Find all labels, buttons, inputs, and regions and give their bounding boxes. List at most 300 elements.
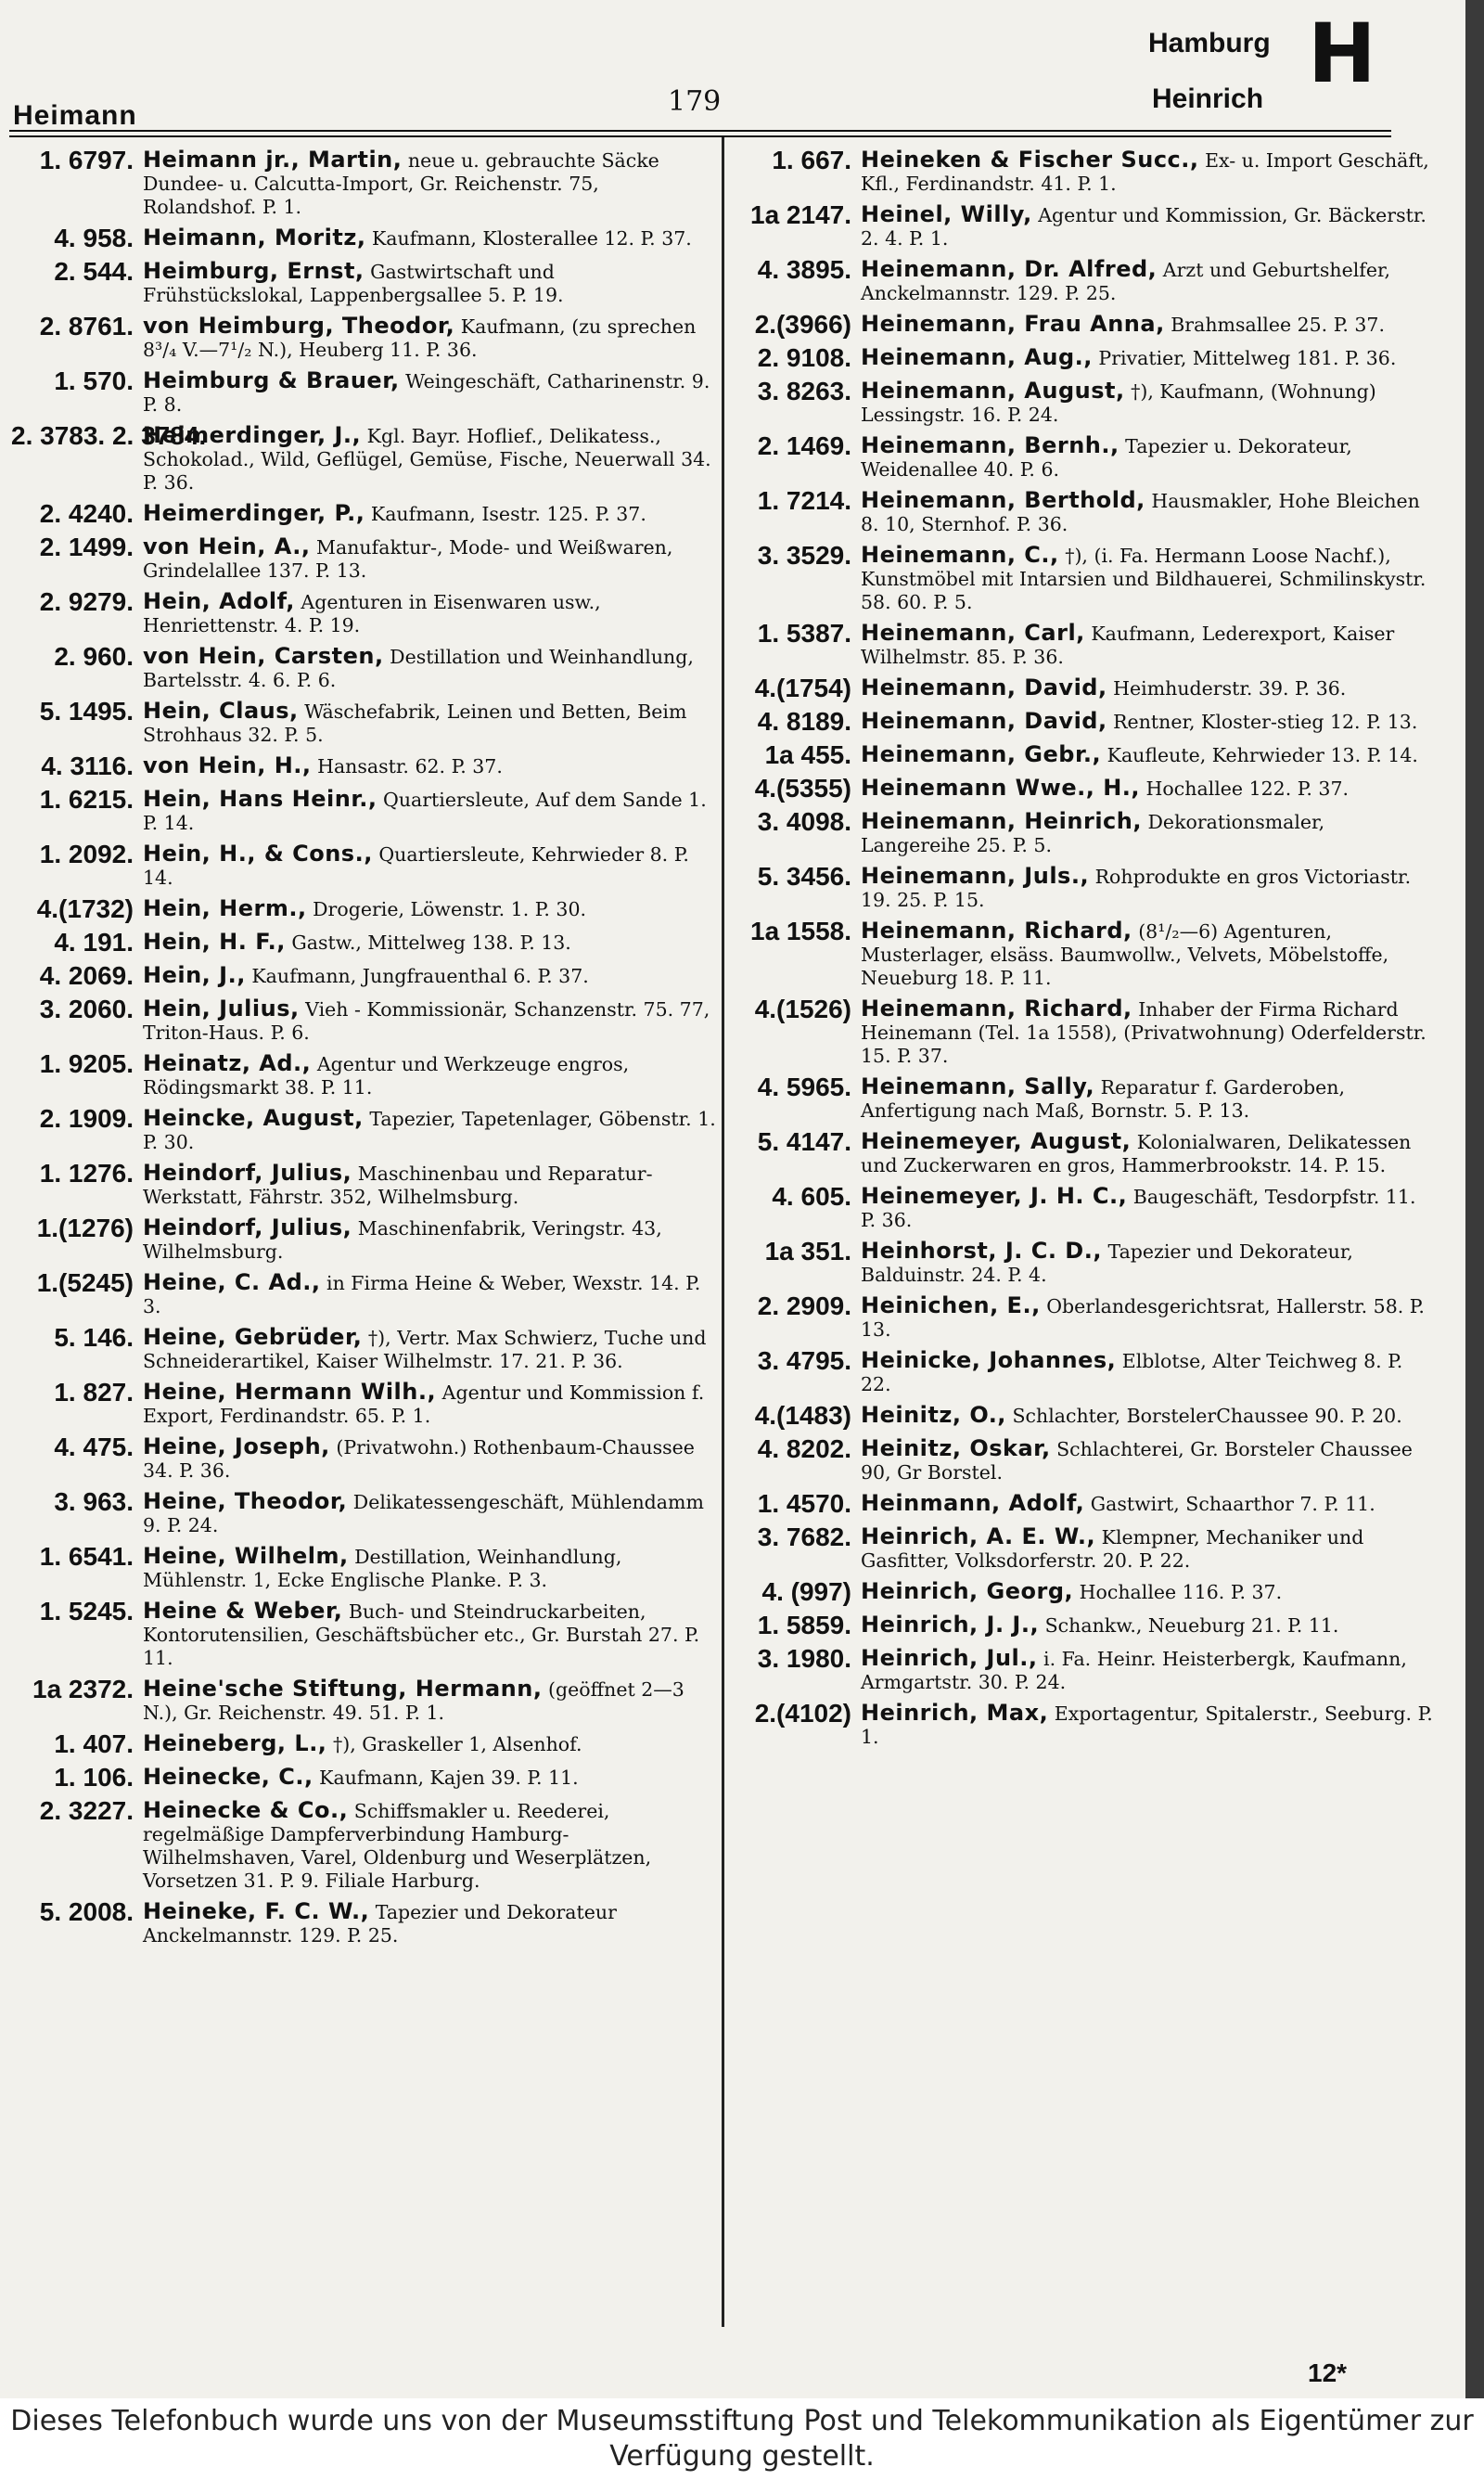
- entry-text: [143, 643, 716, 692]
- entry-detail: Hochallee 116. P. 37.: [1079, 1581, 1283, 1603]
- directory-entry: [11, 1488, 716, 1537]
- entry-detail: Schiffsmakler u. Reederei, regelmäßige Dampferverbindung Hamburg-Wilhelmshaven, Varel, Oldenburg und Weserplätzen, Vorsetzen 31. P. 9. Filiale Harburg.: [143, 1800, 652, 1892]
- entry-name: Heinemann, David,: [861, 675, 1107, 700]
- directory-entry: [729, 675, 1434, 702]
- directory-entry: [11, 1269, 716, 1318]
- entry-name: Heinemann, David,: [861, 708, 1107, 734]
- directory-entry: [11, 422, 716, 495]
- entry-text: [861, 1238, 1434, 1287]
- entry-name: Heinicke, Johannes,: [861, 1347, 1117, 1373]
- phone-number: 3. 1980.: [757, 1644, 851, 1673]
- phone-number: 1. 2092.: [39, 840, 134, 868]
- entry-name: Heinecke & Co.,: [143, 1797, 349, 1823]
- phone-number: 4. 8189.: [757, 707, 851, 736]
- entry-name: Heinrich, J. J.,: [861, 1612, 1040, 1638]
- phone-number: 3. 963.: [54, 1487, 134, 1516]
- phone-number: 4. 8202.: [757, 1434, 851, 1463]
- phone-number: 2. 9279.: [39, 587, 134, 616]
- directory-entry: [11, 786, 716, 835]
- entry-text: [861, 863, 1434, 912]
- right-column: [729, 147, 1434, 1754]
- entry-detail: †), Graskeller 1, Alsenhof.: [332, 1733, 582, 1755]
- phone-number: 2. 3783. 2. 3784.: [11, 421, 207, 450]
- entry-text: [861, 1490, 1434, 1516]
- directory-entry: [11, 1598, 716, 1670]
- entry-detail: Tapezier u. Dekorateur, Weidenallee 40. P. 6.: [861, 435, 1352, 481]
- directory-entry: [11, 1730, 716, 1758]
- directory-entry: [729, 1073, 1434, 1123]
- entry-text: [861, 378, 1434, 427]
- entry-detail: in Firma Heine & Weber, Wexstr. 14. P. 3.: [143, 1272, 701, 1317]
- directory-entry: [11, 258, 716, 307]
- entry-name: Heineken & Fischer Succ.,: [861, 147, 1199, 173]
- phone-number: 4. 605.: [772, 1182, 851, 1211]
- phone-number: 2. 4240.: [39, 499, 134, 528]
- entry-detail: neue u. gebrauchte Säcke Dundee- u. Calcutta-Import, Gr. Reichenstr. 75, Rolandshof. P. 1.: [143, 149, 659, 218]
- entry-text: [861, 256, 1434, 305]
- entry-text: [143, 1433, 716, 1483]
- phone-number: 1. 7214.: [757, 486, 851, 515]
- directory-entry: [729, 201, 1434, 251]
- phone-number: 1. 5859.: [757, 1611, 851, 1639]
- directory-entry: [729, 147, 1434, 196]
- directory-entry: [11, 1105, 716, 1154]
- entry-detail: Privatier, Mittelweg 181. P. 36.: [1098, 347, 1397, 369]
- directory-entry: [729, 542, 1434, 614]
- entry-name: Heincke, August,: [143, 1105, 364, 1131]
- entry-name: Heinemeyer, August,: [861, 1128, 1132, 1154]
- entry-text: [861, 542, 1434, 614]
- phone-number: 1. 407.: [54, 1729, 134, 1758]
- directory-entry: [729, 1578, 1434, 1606]
- entry-detail: Rohprodukte en gros Victoriastr. 19. 25. P. 15.: [861, 866, 1412, 911]
- phone-number: 1. 570.: [54, 366, 134, 395]
- directory-entry: [729, 487, 1434, 536]
- phone-number: 2. 960.: [54, 642, 134, 671]
- entry-text: [143, 698, 716, 747]
- directory-entry: [729, 1435, 1434, 1484]
- entry-name: Heinemeyer, J. H. C.,: [861, 1183, 1128, 1209]
- entry-name: Heine, C. Ad.,: [143, 1269, 321, 1295]
- entry-detail: Agentur und Kommission, Gr. Bäckerstr. 2. 4. P. 1.: [861, 204, 1426, 250]
- entry-detail: Kaufmann, Jungfrauenthal 6. P. 37.: [251, 965, 589, 987]
- phone-number: 5. 1495.: [39, 697, 134, 726]
- header-last-name: Heinrich: [1152, 84, 1264, 114]
- entry-text: [143, 1676, 716, 1725]
- entry-text: [143, 1105, 716, 1154]
- header-rule: [9, 130, 1391, 137]
- entry-text: [861, 311, 1434, 337]
- entry-detail: i. Fa. Heinr. Heisterbergk, Kaufmann, Armgartstr. 30. P. 24.: [861, 1648, 1407, 1693]
- entry-text: [143, 1730, 716, 1756]
- entry-detail: Hausmakler, Hohe Bleichen 8. 10, Sternhof. P. 36.: [861, 490, 1420, 535]
- entry-detail: Kgl. Bayr. Hoflief., Delikatess., Schokolad., Wild, Geflügel, Gemüse, Fische, Neuerwall 34. P. 36.: [143, 425, 711, 494]
- directory-entry: [729, 1238, 1434, 1287]
- entry-name: Heineberg, L.,: [143, 1730, 327, 1756]
- entry-name: Heinhorst, J. C. D.,: [861, 1238, 1102, 1264]
- entry-text: [143, 1160, 716, 1209]
- directory-entry: [11, 500, 716, 528]
- entry-text: [143, 1797, 716, 1893]
- entry-name: Heinemann, August,: [861, 378, 1125, 404]
- phone-number: 1.(5245): [36, 1268, 134, 1297]
- directory-entry: [729, 620, 1434, 669]
- entry-detail: Schlachter, BorstelerChaussee 90. P. 20.: [1012, 1405, 1402, 1427]
- entry-name: von Hein, A.,: [143, 533, 311, 559]
- directory-entry: [729, 863, 1434, 912]
- entry-detail: Agentur und Werkzeuge engros, Rödingsmarkt 38. P. 11.: [143, 1053, 630, 1099]
- phone-number: 3. 2060.: [39, 995, 134, 1023]
- entry-text: [861, 1183, 1434, 1232]
- phone-number: 1. 106.: [54, 1763, 134, 1792]
- directory-entry: [11, 588, 716, 637]
- directory-entry: [11, 962, 716, 990]
- entry-detail: Rentner, Kloster-stieg 12. P. 13.: [1113, 711, 1418, 733]
- entry-name: Heinemann, Juls.,: [861, 863, 1090, 889]
- entry-detail: Arzt und Geburtshelfer, Anckelmannstr. 129. P. 25.: [861, 259, 1391, 304]
- entry-name: Heineke, F. C. W.,: [143, 1898, 370, 1924]
- entry-name: Heinitz, Oskar,: [861, 1435, 1051, 1461]
- entry-name: von Hein, Carsten,: [143, 643, 384, 669]
- directory-entry: [11, 225, 716, 252]
- page-header: [0, 0, 1465, 139]
- phone-number: 4. 3895.: [757, 255, 851, 284]
- footer-notice: Dieses Telefonbuch wurde uns von der Museumsstiftung Post und Telekommunikation als Eigentümer zur Verfügung gestellt.: [0, 2398, 1484, 2480]
- entry-name: Heimburg & Brauer,: [143, 367, 400, 393]
- entry-text: [143, 313, 716, 362]
- entry-text: [861, 996, 1434, 1068]
- entry-name: Hein, Julius,: [143, 996, 300, 1022]
- entry-detail: Schlachterei, Gr. Borsteler Chaussee 90, Gr Borstel.: [861, 1438, 1413, 1484]
- entry-detail: Drogerie, Löwenstr. 1. P. 30.: [313, 898, 587, 920]
- entry-text: [861, 1128, 1434, 1177]
- entry-name: Heinemann, Bernh.,: [861, 432, 1119, 458]
- entry-text: [143, 367, 716, 417]
- phone-number: 3. 4795.: [757, 1346, 851, 1375]
- phone-number: 2.(4102): [754, 1699, 851, 1728]
- directory-entry: [11, 1379, 716, 1428]
- entry-name: Heinemann, Sally,: [861, 1073, 1095, 1099]
- directory-entry: [729, 1292, 1434, 1342]
- phone-number: 1. 6541.: [39, 1542, 134, 1571]
- entry-text: [861, 432, 1434, 482]
- entry-detail: Quartiersleute, Auf dem Sande 1. P. 14.: [143, 789, 707, 834]
- entry-text: [143, 588, 716, 637]
- entry-detail: Reparatur f. Garderoben, Anfertigung nach Maß, Bornstr. 5. P. 13.: [861, 1076, 1346, 1122]
- directory-entry: [729, 344, 1434, 372]
- entry-name: Hein, J.,: [143, 962, 246, 988]
- entry-text: [143, 1488, 716, 1537]
- entry-detail: Gastwirtschaft und Frühstückslokal, Lappenbergsallee 5. P. 19.: [143, 261, 564, 306]
- entry-detail: (8¹/₂—6) Agenturen, Musterlager, elsäss. Baumwollw., Velvets, Möbelstoffe, Neueburg 18. P. 11.: [861, 920, 1389, 989]
- directory-entry: [11, 1543, 716, 1592]
- entry-text: [861, 1578, 1434, 1604]
- header-first-name: Heimann: [13, 100, 137, 131]
- phone-number: 1a 2147.: [750, 200, 851, 229]
- entry-text: [143, 996, 716, 1045]
- entry-text: [861, 1523, 1434, 1573]
- entry-detail: Gastw., Mittelweg 138. P. 13.: [291, 932, 571, 954]
- entry-detail: Baugeschäft, Tesdorpfstr. 11. P. 36.: [861, 1186, 1416, 1231]
- phone-number: 4. 191.: [54, 928, 134, 957]
- phone-number: 4. 958.: [54, 224, 134, 252]
- directory-entry: [729, 1128, 1434, 1177]
- phone-number: 2. 8761.: [39, 312, 134, 341]
- entry-detail: Kaufleute, Kehrwieder 13. P. 14.: [1107, 744, 1418, 766]
- phone-number: 1. 6215.: [39, 785, 134, 814]
- entry-text: [861, 201, 1434, 251]
- directory-entry: [729, 808, 1434, 857]
- directory-entry: [11, 752, 716, 780]
- entry-name: von Heimburg, Theodor,: [143, 313, 455, 339]
- entry-name: Heimerdinger, J.,: [143, 422, 362, 448]
- phone-number: 4.(1754): [754, 674, 851, 702]
- entry-name: Heinemann Wwe., H.,: [861, 775, 1141, 801]
- page-footer-number: 12*: [1308, 2358, 1348, 2387]
- entry-name: Hein, Hans Heinr.,: [143, 786, 377, 812]
- entry-text: [861, 808, 1434, 857]
- entry-name: Heimburg, Ernst,: [143, 258, 365, 284]
- phone-number: 4. 2069.: [39, 961, 134, 990]
- phone-number: 1. 9205.: [39, 1049, 134, 1078]
- entry-name: Heimerdinger, P.,: [143, 500, 365, 526]
- entry-text: [861, 675, 1434, 700]
- entry-name: Hein, H. F.,: [143, 929, 286, 955]
- entry-detail: Tapezier und Dekorateur Anckelmannstr. 129. P. 25.: [143, 1901, 617, 1947]
- phone-number: 1. 667.: [772, 146, 851, 174]
- entry-name: Heinatz, Ad.,: [143, 1050, 312, 1076]
- phone-number: 4. 3116.: [41, 752, 134, 780]
- entry-name: Heine, Hermann Wilh.,: [143, 1379, 437, 1405]
- entry-name: Heinemann, Richard,: [861, 996, 1132, 1022]
- phone-number: 4.(1526): [754, 995, 851, 1023]
- entry-name: Heinrich, Jul.,: [861, 1645, 1038, 1671]
- phone-number: 2. 2909.: [757, 1291, 851, 1320]
- entry-text: [143, 1543, 716, 1592]
- entry-detail: Kaufmann, Lederexport, Kaiser Wilhelmstr. 85. P. 36.: [861, 623, 1395, 668]
- entry-text: [143, 422, 716, 495]
- entry-detail: Exportagentur, Spitalerstr., Seeburg. P. 1.: [861, 1703, 1433, 1748]
- entry-name: Hein, Herm.,: [143, 895, 307, 921]
- entry-detail: Schankw., Neueburg 21. P. 11.: [1044, 1614, 1339, 1637]
- entry-text: [861, 620, 1434, 669]
- entry-text: [143, 1898, 716, 1947]
- entry-detail: Dekorationsmaler, Langereihe 25. P. 5.: [861, 811, 1325, 856]
- directory-entry: [729, 1700, 1434, 1749]
- phone-number: 1. 827.: [54, 1378, 134, 1407]
- directory-entry: [11, 1676, 716, 1725]
- phone-number: 1. 5245.: [39, 1597, 134, 1625]
- entry-text: [861, 708, 1434, 734]
- phone-number: 4.(1732): [36, 894, 134, 923]
- phone-number: 4. 5965.: [757, 1073, 851, 1101]
- entry-name: Heinemann, C.,: [861, 542, 1059, 568]
- phone-number: 2. 9108.: [757, 343, 851, 372]
- entry-detail: †), Kaufmann, (Wohnung) Lessingstr. 16. P. 24.: [861, 380, 1376, 426]
- directory-entry: [729, 741, 1434, 769]
- entry-text: [861, 344, 1434, 370]
- entry-detail: Hansastr. 62. P. 37.: [317, 755, 503, 777]
- phone-number: 1. 4570.: [757, 1489, 851, 1518]
- entry-detail: Tapezier, Tapetenlager, Göbenstr. 1. P. 30.: [143, 1108, 716, 1153]
- entry-detail: Kaufmann, Isestr. 125. P. 37.: [370, 503, 646, 525]
- phone-number: 1. 6797.: [39, 146, 134, 174]
- directory-entry: [729, 311, 1434, 339]
- directory-entry: [11, 533, 716, 583]
- entry-name: Heine, Wilhelm,: [143, 1543, 349, 1569]
- entry-text: [861, 1645, 1434, 1694]
- entry-name: Heine & Weber,: [143, 1598, 343, 1624]
- entry-detail: Tapezier und Dekorateur, Balduinstr. 24. P. 4.: [861, 1240, 1353, 1286]
- entry-name: Heinel, Willy,: [861, 201, 1032, 227]
- entry-text: [143, 1324, 716, 1373]
- directory-entry: [729, 996, 1434, 1068]
- entry-name: Heindorf, Julius,: [143, 1214, 352, 1240]
- entry-detail: Vieh - Kommissionär, Schanzenstr. 75. 77, Triton-Haus. P. 6.: [143, 998, 710, 1044]
- entry-detail: Inhaber der Firma Richard Heinemann (Tel. 1a 1558), (Privatwohnung) Oderfelderstr. 15. P. 37.: [861, 998, 1426, 1067]
- entry-text: [143, 258, 716, 307]
- phone-number: 1a 351.: [764, 1237, 851, 1266]
- phone-number: 1. 5387.: [757, 619, 851, 648]
- entry-text: [143, 929, 716, 955]
- page-number: 179: [668, 85, 722, 118]
- entry-text: [143, 1050, 716, 1099]
- column-divider: [722, 137, 724, 2327]
- entry-name: Heinmann, Adolf,: [861, 1490, 1085, 1516]
- phone-number: 2. 1499.: [39, 533, 134, 561]
- phone-number: 4. 475.: [54, 1433, 134, 1461]
- entry-name: Heinrich, Max,: [861, 1700, 1049, 1726]
- entry-detail: Wäschefabrik, Leinen und Betten, Beim Strohhaus 32. P. 5.: [143, 700, 687, 746]
- entry-name: Heinemann, Heinrich,: [861, 808, 1142, 834]
- directory-entry: [729, 775, 1434, 803]
- entry-name: Heine, Joseph,: [143, 1433, 330, 1459]
- entry-detail: Gastwirt, Schaarthor 7. P. 11.: [1090, 1493, 1375, 1515]
- directory-entry: [11, 1324, 716, 1373]
- entry-detail: Kaufmann, (zu sprechen 8³/₄ V.—7¹/₂ N.), Heuberg 11. P. 36.: [143, 315, 697, 361]
- directory-entry: [729, 432, 1434, 482]
- entry-name: Heinemann, Dr. Alfred,: [861, 256, 1158, 282]
- entry-detail: Weingeschäft, Catharinenstr. 9. P. 8.: [143, 370, 710, 416]
- phone-number: 4.(5355): [754, 774, 851, 803]
- entry-name: Heinitz, O.,: [861, 1402, 1006, 1428]
- phone-number: 5. 2008.: [39, 1897, 134, 1926]
- entry-detail: Hochallee 122. P. 37.: [1145, 777, 1349, 800]
- phone-number: 1a 2372.: [32, 1675, 134, 1703]
- directory-entry: [729, 1645, 1434, 1694]
- entry-text: [861, 1073, 1434, 1123]
- entry-text: [861, 147, 1434, 196]
- entry-name: Heimann jr., Martin,: [143, 147, 403, 173]
- directory-entry: [729, 708, 1434, 736]
- entry-detail: Brahmsallee 25. P. 37.: [1171, 314, 1385, 336]
- phone-number: 5. 4147.: [757, 1127, 851, 1156]
- entry-text: [143, 500, 716, 526]
- phone-number: 2. 1469.: [757, 431, 851, 460]
- phone-number: 3. 4098.: [757, 807, 851, 836]
- entry-text: [143, 225, 716, 251]
- entry-text: [861, 741, 1434, 767]
- entry-detail: Maschinenbau und Reparatur-Werkstatt, Fährstr. 352, Wilhelmsburg.: [143, 1163, 653, 1208]
- phone-number: 3. 3529.: [757, 541, 851, 570]
- directory-entry: [11, 895, 716, 923]
- directory-entry: [11, 147, 716, 219]
- entry-text: [143, 533, 716, 583]
- entry-detail: Delikatessengeschäft, Mühlendamm 9. P. 24.: [143, 1491, 704, 1536]
- entry-name: Heinemann, Carl,: [861, 620, 1085, 646]
- entry-text: [143, 752, 716, 778]
- directory-entry: [11, 996, 716, 1045]
- entry-detail: Klempner, Mechaniker und Gasfitter, Volksdorferstr. 20. P. 22.: [861, 1526, 1364, 1572]
- entry-name: Heinichen, E.,: [861, 1292, 1041, 1318]
- entry-detail: Maschinenfabrik, Veringstr. 43, Wilhelmsburg.: [143, 1217, 662, 1263]
- entry-text: [861, 1402, 1434, 1428]
- directory-entry: [11, 929, 716, 957]
- left-column: [11, 147, 716, 1953]
- directory-entry: [729, 1402, 1434, 1430]
- directory-entry: [729, 378, 1434, 427]
- directory-entry: [729, 256, 1434, 305]
- entry-text: [861, 1292, 1434, 1342]
- entry-text: [143, 841, 716, 890]
- entry-name: Heinecke, C.,: [143, 1764, 313, 1790]
- entry-detail: (Privatwohn.) Rothenbaum-Chaussee 34. P. 36.: [143, 1436, 695, 1482]
- entry-detail: Ex- u. Import Geschäft, Kfl., Ferdinandstr. 41. P. 1.: [861, 149, 1429, 195]
- phone-number: 4. (997): [761, 1577, 851, 1606]
- directory-entry: [11, 841, 716, 890]
- phone-number: 3. 7682.: [757, 1523, 851, 1551]
- phone-number: 2. 3227.: [39, 1796, 134, 1825]
- entry-name: Heinrich, A. E. W.,: [861, 1523, 1096, 1549]
- entry-detail: Quartiersleute, Kehrwieder 8. P. 14.: [143, 843, 689, 889]
- phone-number: 1a 455.: [764, 740, 851, 769]
- directory-entry: [11, 643, 716, 692]
- directory-entry: [729, 1612, 1434, 1639]
- entry-name: Heinrich, Georg,: [861, 1578, 1074, 1604]
- entry-name: von Hein, H.,: [143, 752, 312, 778]
- directory-entry: [729, 1347, 1434, 1396]
- entry-detail: Destillation, Weinhandlung, Mühlenstr. 1, Ecke Englische Planke. P. 3.: [143, 1546, 622, 1591]
- directory-entry: [729, 918, 1434, 990]
- entry-name: Heinemann, Gebr.,: [861, 741, 1102, 767]
- entry-detail: †), Vertr. Max Schwierz, Tuche und Schneiderartikel, Kaiser Wilhelmstr. 17. 21. P. 36.: [143, 1327, 707, 1372]
- entry-detail: Heimhuderstr. 39. P. 36.: [1113, 677, 1347, 700]
- entry-detail: Buch- und Steindruckarbeiten, Kontorutensilien, Geschäftsbücher etc., Gr. Burstah 27. P. 11.: [143, 1600, 700, 1669]
- entry-text: [143, 962, 716, 988]
- phone-number: 3. 8263.: [757, 377, 851, 405]
- directory-entry: [11, 1160, 716, 1209]
- entry-detail: Elblotse, Alter Teichweg 8. P. 22.: [861, 1350, 1403, 1395]
- header-letter: H: [1308, 6, 1376, 101]
- phone-number: 2.(3966): [754, 310, 851, 339]
- directory-entry: [11, 698, 716, 747]
- entry-detail: Kaufmann, Klosterallee 12. P. 37.: [371, 227, 692, 250]
- phone-number: 5. 146.: [54, 1323, 134, 1352]
- phone-number: 2. 1909.: [39, 1104, 134, 1133]
- phone-number: 4.(1483): [754, 1401, 851, 1430]
- entry-name: Heinemann, Aug.,: [861, 344, 1093, 370]
- directory-entry: [11, 1433, 716, 1483]
- directory-entry: [11, 367, 716, 417]
- entry-text: [143, 1598, 716, 1670]
- entry-detail: Kaufmann, Kajen 39. P. 11.: [319, 1767, 579, 1789]
- entry-name: Hein, Adolf,: [143, 588, 295, 614]
- entry-text: [861, 1612, 1434, 1638]
- entry-detail: Agentur und Kommission f. Export, Ferdinandstr. 65. P. 1.: [143, 1381, 705, 1427]
- entry-text: [861, 1435, 1434, 1484]
- directory-entry: [11, 1214, 716, 1264]
- entry-name: Heindorf, Julius,: [143, 1160, 352, 1186]
